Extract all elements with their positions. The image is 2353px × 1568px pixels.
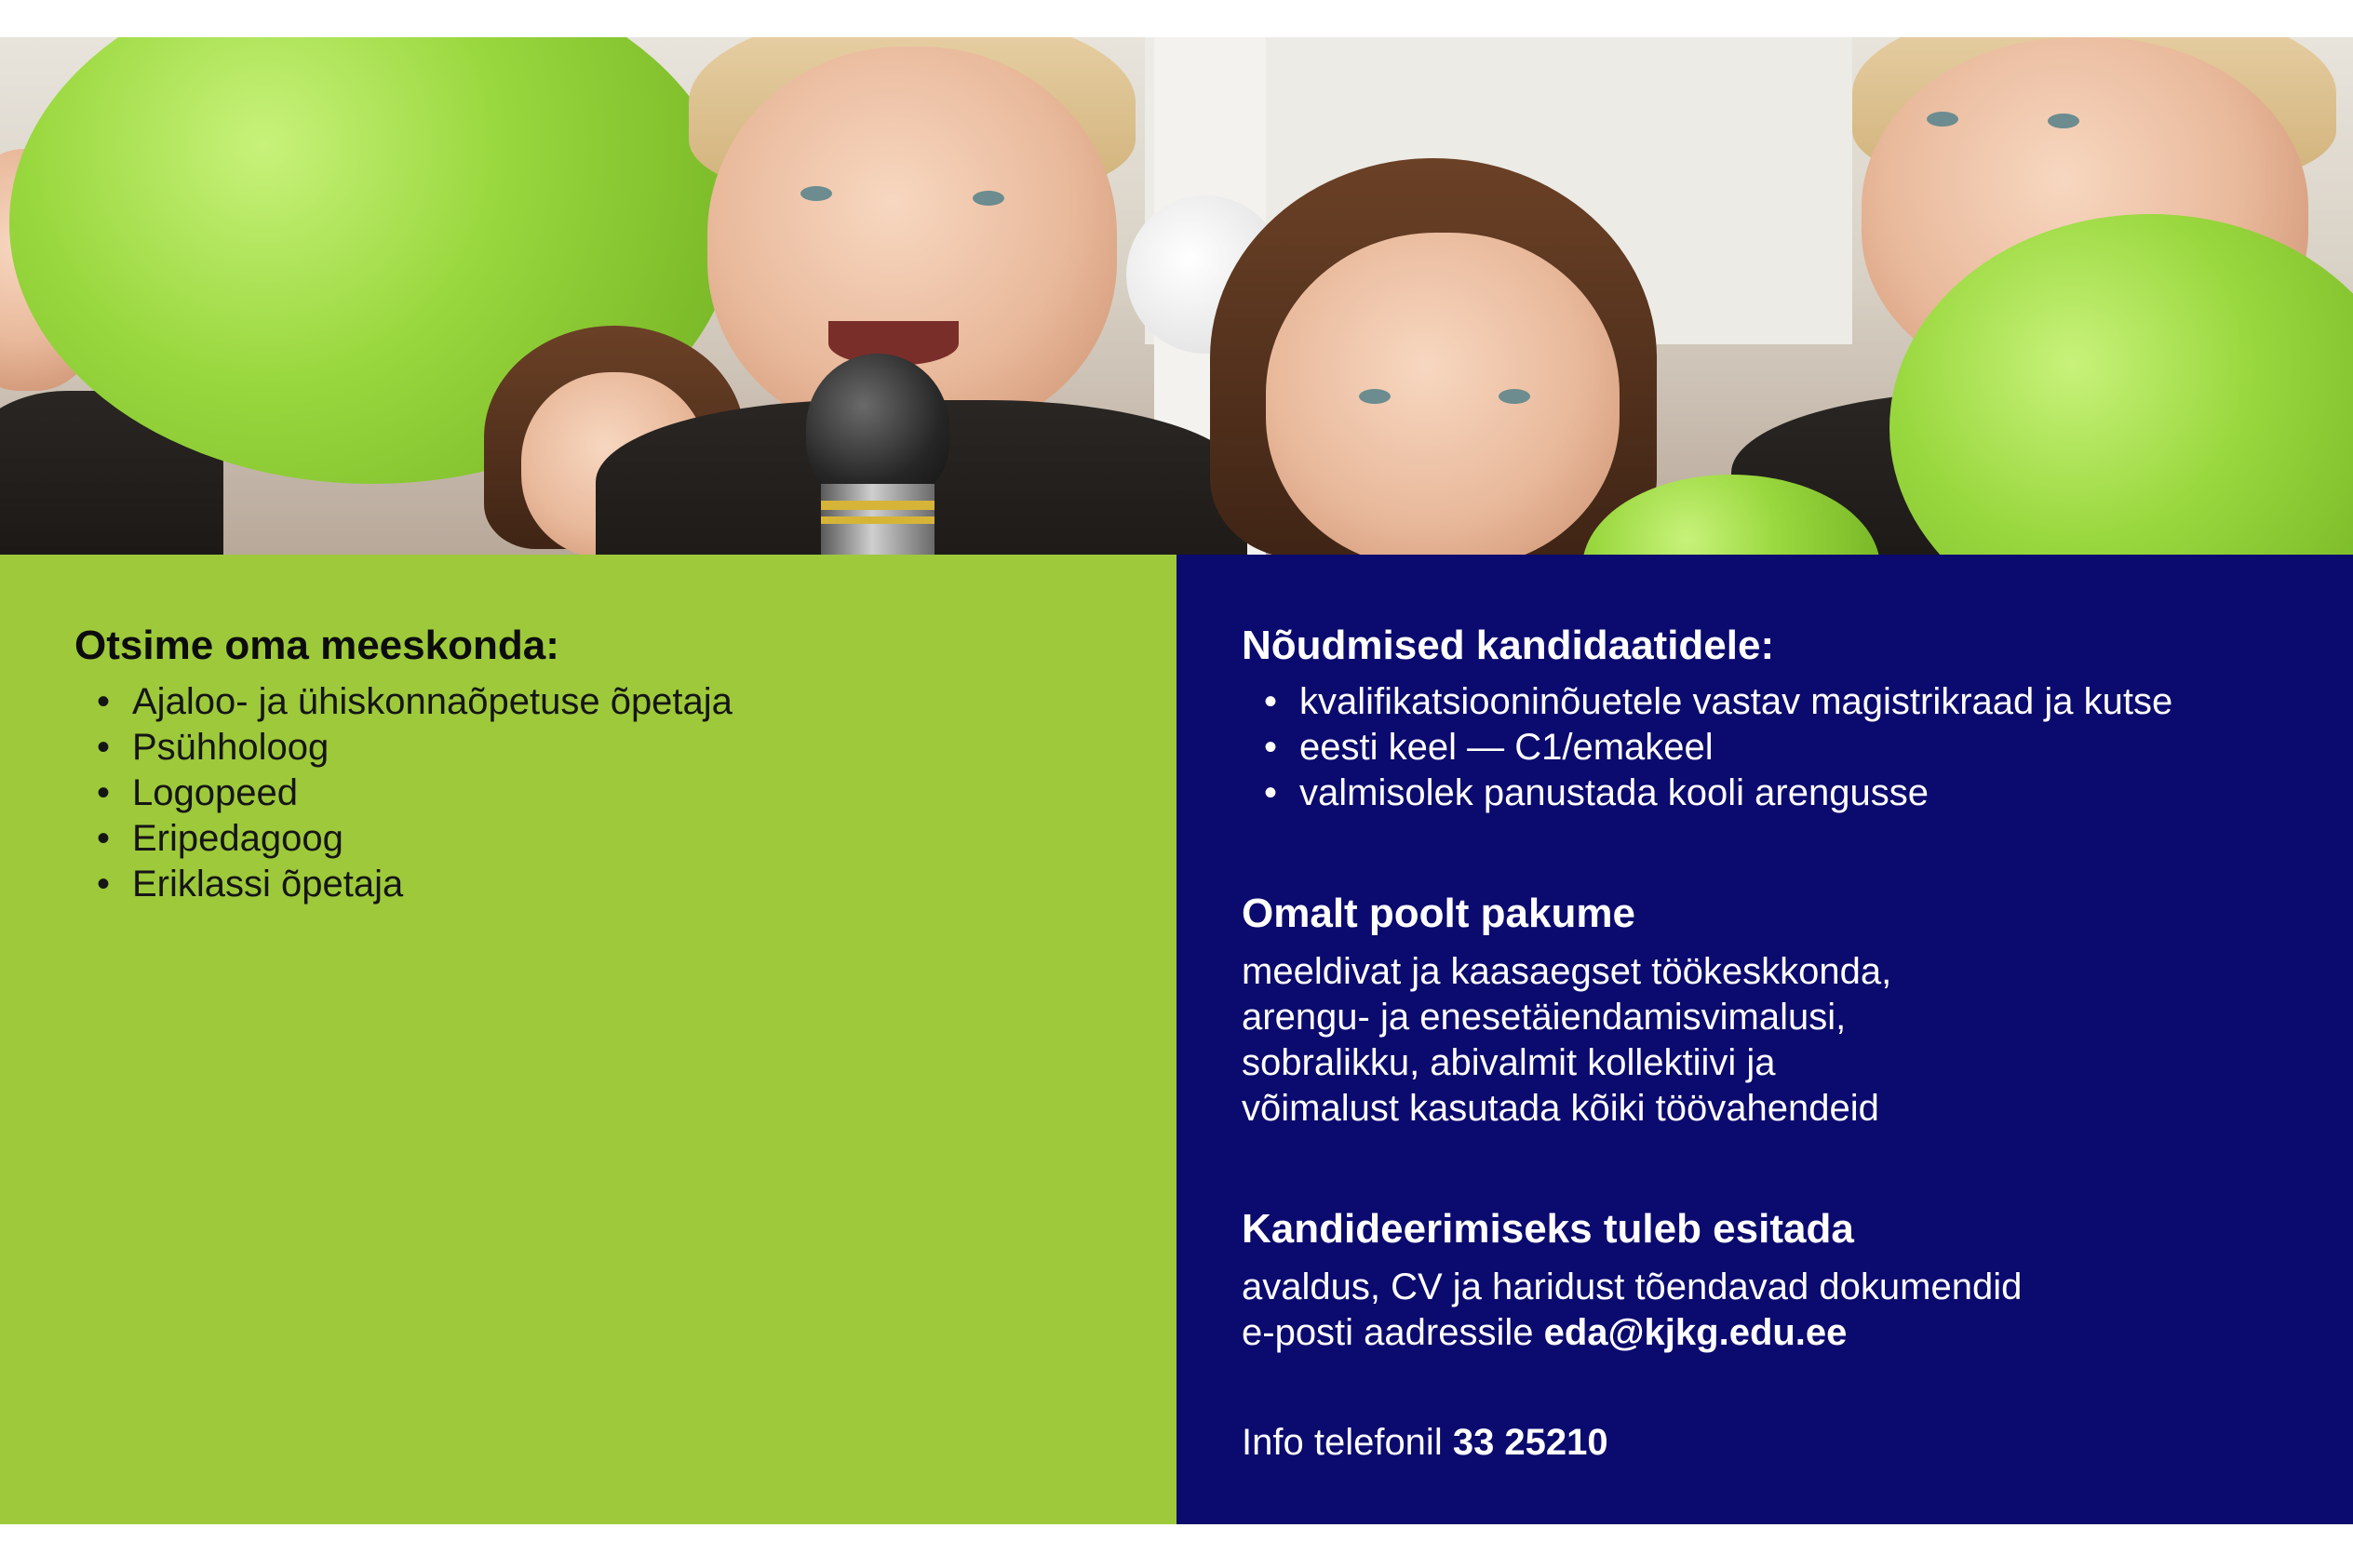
offer-text (1242, 949, 1891, 1132)
list-item (1242, 725, 2172, 771)
offer-heading: Omalt poolt pakume (1242, 891, 1635, 936)
boy-right-eye-right (2048, 114, 2079, 128)
bullet-icon: • (97, 727, 111, 768)
bullet-icon: • (1264, 772, 1278, 813)
position-label: Ajaloo- ja ühiskonnaõpetuse õpetaja (132, 681, 733, 722)
apply-heading: Kandideerimiseks tuleb esitada (1242, 1206, 1854, 1252)
positions-list (74, 679, 733, 907)
contact-text (1242, 1420, 1608, 1466)
offer-line: arengu- ja enesetäiendamisvimalusi, (1242, 997, 1847, 1038)
microphone-band-2 (821, 516, 934, 524)
apply-text (1242, 1265, 2022, 1356)
girl-eye-left (1359, 389, 1391, 404)
list-item (74, 679, 733, 725)
positions-heading: Otsime oma meeskonda: (74, 623, 559, 668)
boy-right-eye-left (1927, 112, 1958, 127)
phone-number[interactable]: 33 25210 (1452, 1422, 1608, 1463)
bullet-icon: • (97, 864, 111, 905)
bullet-icon: • (1264, 727, 1278, 768)
microphone-head (806, 354, 949, 503)
details-panel (1176, 555, 2353, 1524)
offer-line: sobralikku, abivalmit kollektiivi ja (1242, 1042, 1776, 1083)
email-link[interactable]: eda@kjkg.edu.ee (1543, 1312, 1848, 1353)
boy-eye-left (800, 186, 832, 201)
bullet-icon: • (97, 681, 111, 722)
hero-photo (0, 37, 2353, 555)
positions-panel (0, 555, 1176, 1524)
apply-line: avaldus, CV ja haridust tõendavad dokumendid (1242, 1266, 2023, 1307)
offer-line: meeldivat ja kaasaegset töökeskkonda, (1242, 951, 1892, 992)
bullet-icon: • (97, 818, 111, 859)
requirement-text: valmisolek panustada kooli arengusse (1299, 772, 1929, 813)
contact-prefix: Info telefonil (1242, 1422, 1453, 1463)
requirement-text: eesti keel — C1/emakeel (1299, 727, 1714, 768)
requirements-heading: Nõudmised kandidaatidele: (1242, 623, 1775, 668)
list-item (74, 771, 733, 816)
apply-email-line (1242, 1310, 2022, 1356)
requirements-section (1242, 620, 2172, 816)
positions-section (74, 620, 733, 907)
list-item (74, 816, 733, 862)
contact-section (1242, 1411, 1608, 1466)
girl-face (1266, 233, 1620, 555)
list-item (1242, 679, 2172, 725)
offer-line: võimalust kasutada kõiki töövahendeid (1242, 1088, 1879, 1129)
list-item (74, 862, 733, 907)
boy-eye-right (973, 191, 1004, 206)
requirement-text: kvalifikatsiooninõuetele vastav magistrikraad ja kutse (1299, 681, 2173, 722)
position-label: Psühholoog (132, 727, 329, 768)
requirements-list (1242, 679, 2172, 816)
apply-section (1242, 1203, 2022, 1356)
position-label: Logopeed (132, 772, 298, 813)
bullet-icon: • (1264, 681, 1278, 722)
list-item (74, 725, 733, 771)
position-label: Eripedagoog (132, 818, 343, 859)
bullet-icon: • (97, 772, 111, 813)
microphone-band (821, 501, 934, 510)
apply-email-prefix: e-posti aadressile (1242, 1312, 1544, 1353)
list-item (1242, 771, 2172, 816)
position-label: Eriklassi õpetaja (132, 864, 404, 905)
offer-section (1242, 888, 1891, 1132)
girl-eye-right (1499, 389, 1530, 404)
